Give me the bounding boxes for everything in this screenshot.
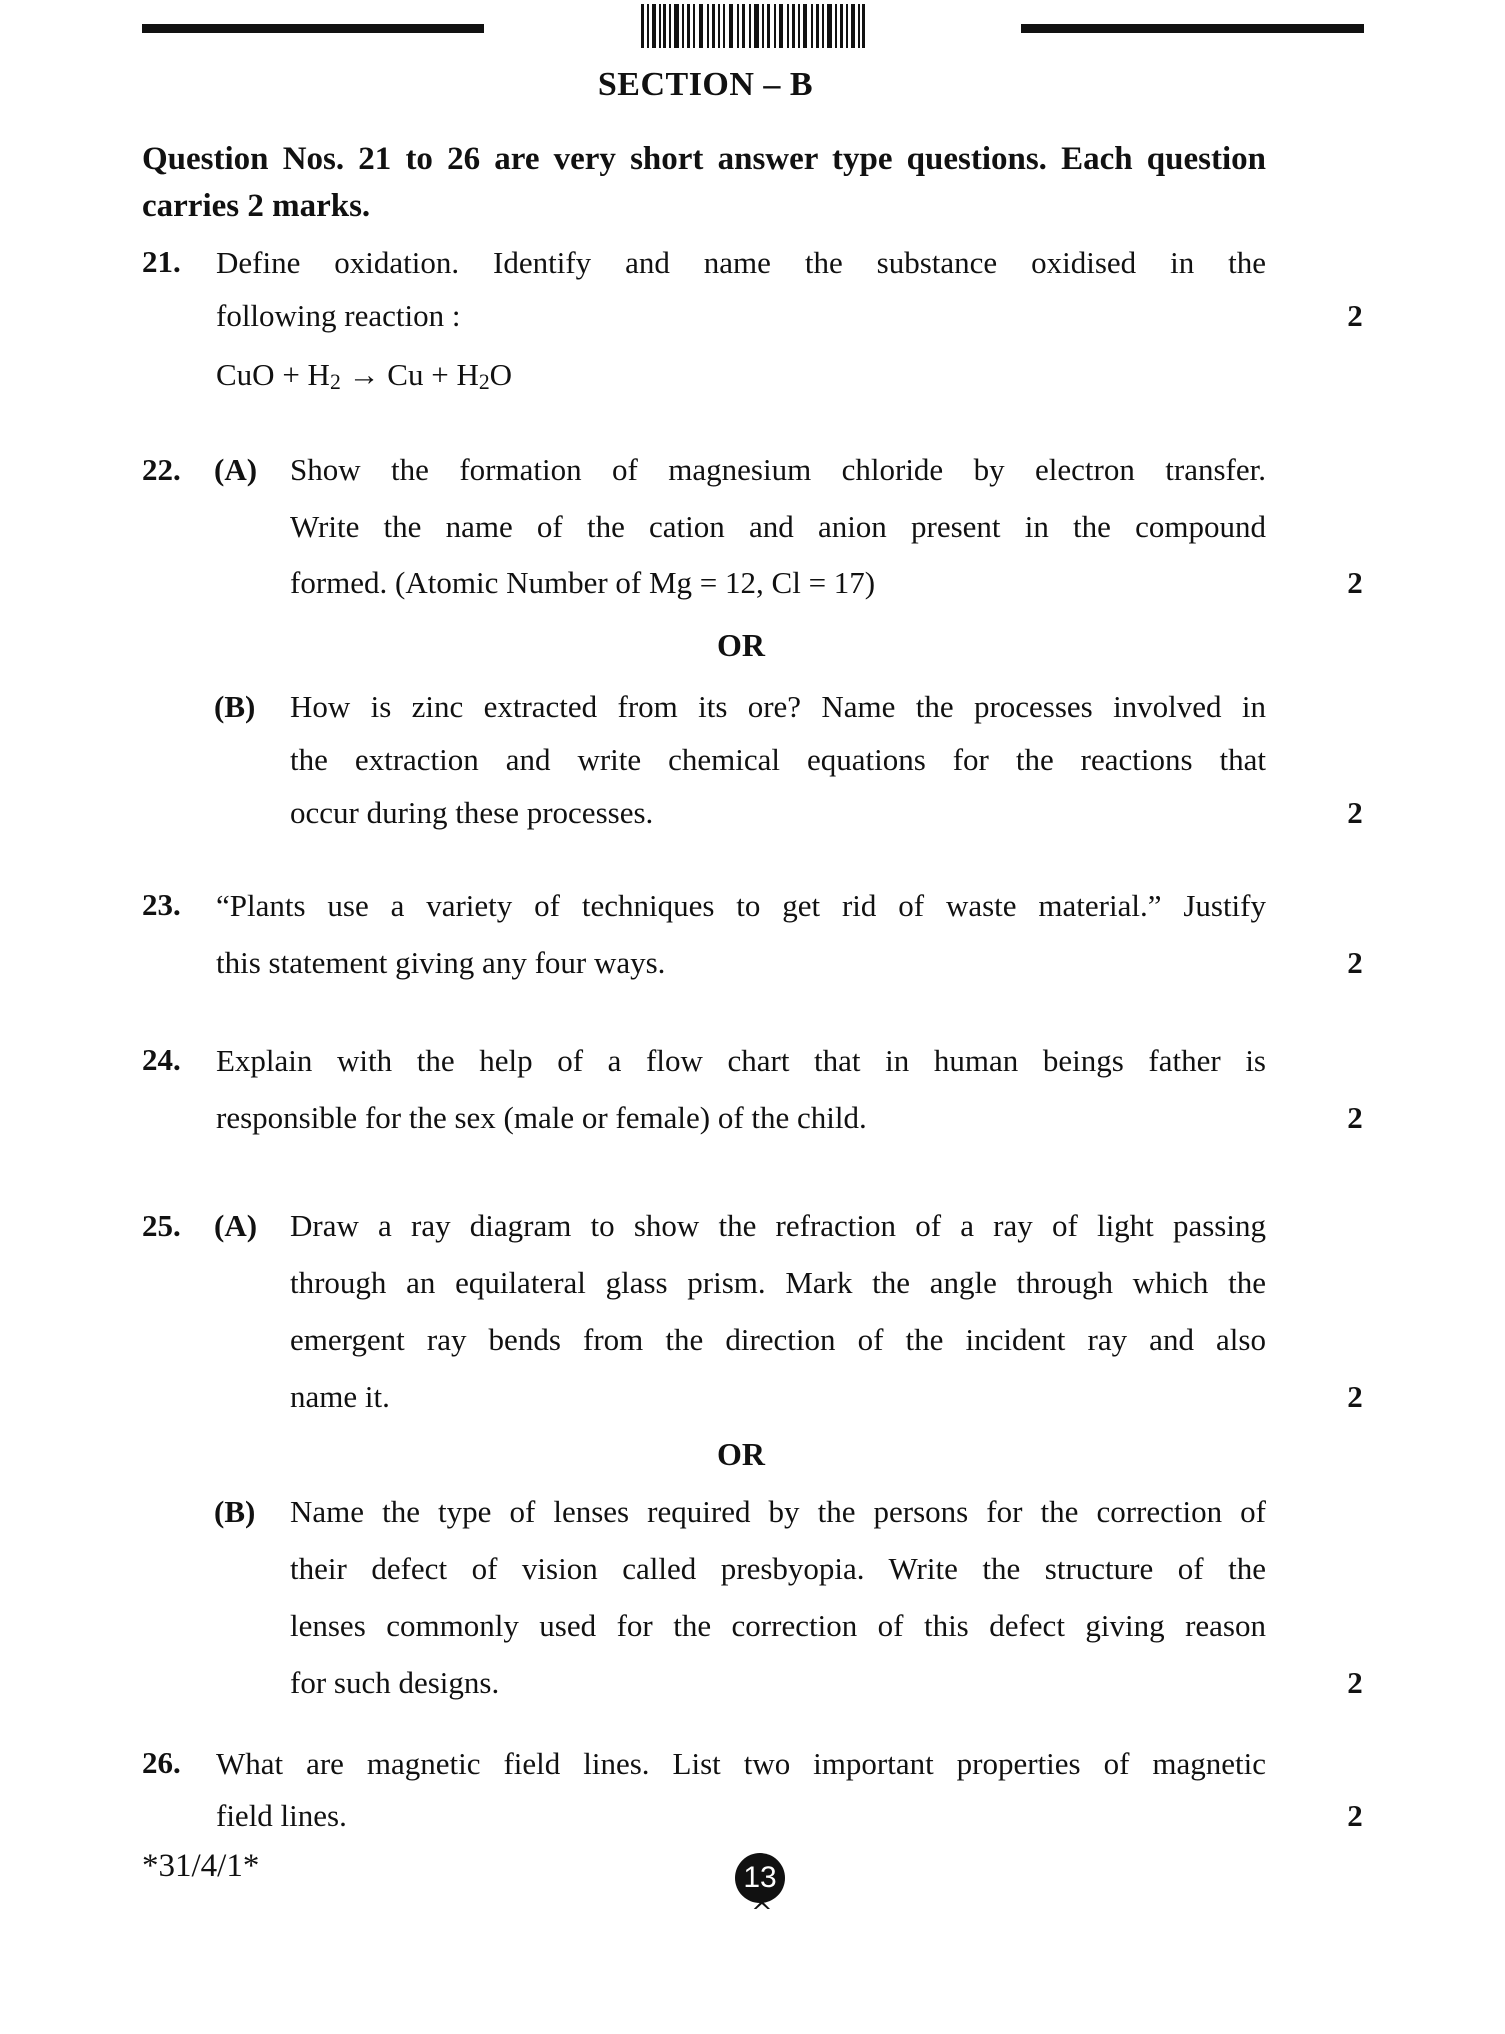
eq-part-3: O (489, 357, 513, 392)
q24-line-2: responsible for the sex (male or female) of the child. (216, 1100, 867, 1135)
q25b-marks: 2 (1347, 1665, 1363, 1700)
question-number-25: 25. (142, 1208, 181, 1243)
q23-line-1: “Plants use a variety of techniques to get rid of waste material.” Justify (216, 888, 1266, 923)
q22-part-b-label: (B) (214, 689, 256, 724)
instruction-line-2: carries 2 marks. (142, 188, 371, 224)
q21-line-1: Define oxidation. Identify and name the substance oxidised in the (216, 245, 1266, 280)
eq-part-2: → Cu + H (340, 357, 479, 392)
question-number-26: 26. (142, 1745, 181, 1780)
q22b-line-3: occur during these processes. (290, 795, 654, 830)
q25-part-b-label: (B) (214, 1494, 256, 1529)
instruction-line-1: Question Nos. 21 to 26 are very short answer type questions. Each question (142, 141, 1266, 177)
section-title: SECTION – B (597, 66, 814, 103)
q22b-marks: 2 (1347, 795, 1363, 830)
instructions (142, 136, 1266, 230)
eq-subscript-1: 2 (329, 370, 341, 394)
barcode (641, 4, 865, 48)
q24-marks: 2 (1347, 1100, 1363, 1135)
q25b-line-2: their defect of vision called presbyopia. Write the structure of the (290, 1551, 1266, 1586)
q26-marks: 2 (1347, 1798, 1363, 1833)
q25a-line-2: through an equilateral glass prism. Mark the angle through which the (290, 1265, 1266, 1300)
q25a-line-4: name it. (290, 1379, 390, 1414)
q22-part-a-label: (A) (214, 452, 258, 487)
q22b-line-1: How is zinc extracted from its ore? Name the processes involved in (290, 689, 1266, 724)
q21-line-2: following reaction : (216, 298, 461, 333)
q25a-marks: 2 (1347, 1379, 1363, 1414)
page-number-badge: 13 (735, 1853, 785, 1903)
header-rule-left (142, 24, 484, 33)
q25b-line-3: lenses commonly used for the correction of this defect giving reason (290, 1608, 1266, 1643)
q26-line-2: field lines. (216, 1798, 347, 1833)
q25b-line-4: for such designs. (290, 1665, 500, 1700)
question-number-24: 24. (142, 1042, 181, 1077)
caret-mark: ^ (751, 1898, 773, 1928)
q22a-line-3: formed. (Atomic Number of Mg = 12, Cl = 17) (290, 565, 876, 600)
q21-marks: 2 (1347, 298, 1363, 333)
q26-line-1: What are magnetic field lines. List two important properties of magnetic (216, 1746, 1266, 1781)
q25b-line-1: Name the type of lenses required by the persons for the correction of (290, 1494, 1266, 1529)
q25a-line-3: emergent ray bends from the direction of the incident ray and also (290, 1322, 1266, 1357)
q22a-line-1: Show the formation of magnesium chloride by electron transfer. (290, 452, 1266, 487)
question-number-21: 21. (142, 244, 181, 279)
question-number-23: 23. (142, 887, 181, 922)
paper-code: *31/4/1* (142, 1848, 260, 1884)
q22a-marks: 2 (1347, 565, 1363, 600)
q23-marks: 2 (1347, 945, 1363, 980)
q22a-line-2: Write the name of the cation and anion present in the compound (290, 509, 1266, 544)
question-number-22: 22. (142, 452, 181, 487)
q21-equation (216, 355, 512, 395)
eq-part-1: CuO + H (216, 357, 330, 392)
q24-line-1: Explain with the help of a flow chart that in human beings father is (216, 1043, 1266, 1078)
eq-subscript-2: 2 (478, 370, 490, 394)
header-rule-right (1021, 24, 1364, 33)
q22b-line-2: the extraction and write chemical equations for the reactions that (290, 742, 1266, 777)
or-separator-25: OR (717, 1436, 765, 1472)
or-separator-22: OR (717, 627, 765, 663)
q23-line-2: this statement giving any four ways. (216, 945, 666, 980)
q25a-line-1: Draw a ray diagram to show the refraction of a ray of light passing (290, 1208, 1266, 1243)
q25-part-a-label: (A) (214, 1208, 258, 1243)
